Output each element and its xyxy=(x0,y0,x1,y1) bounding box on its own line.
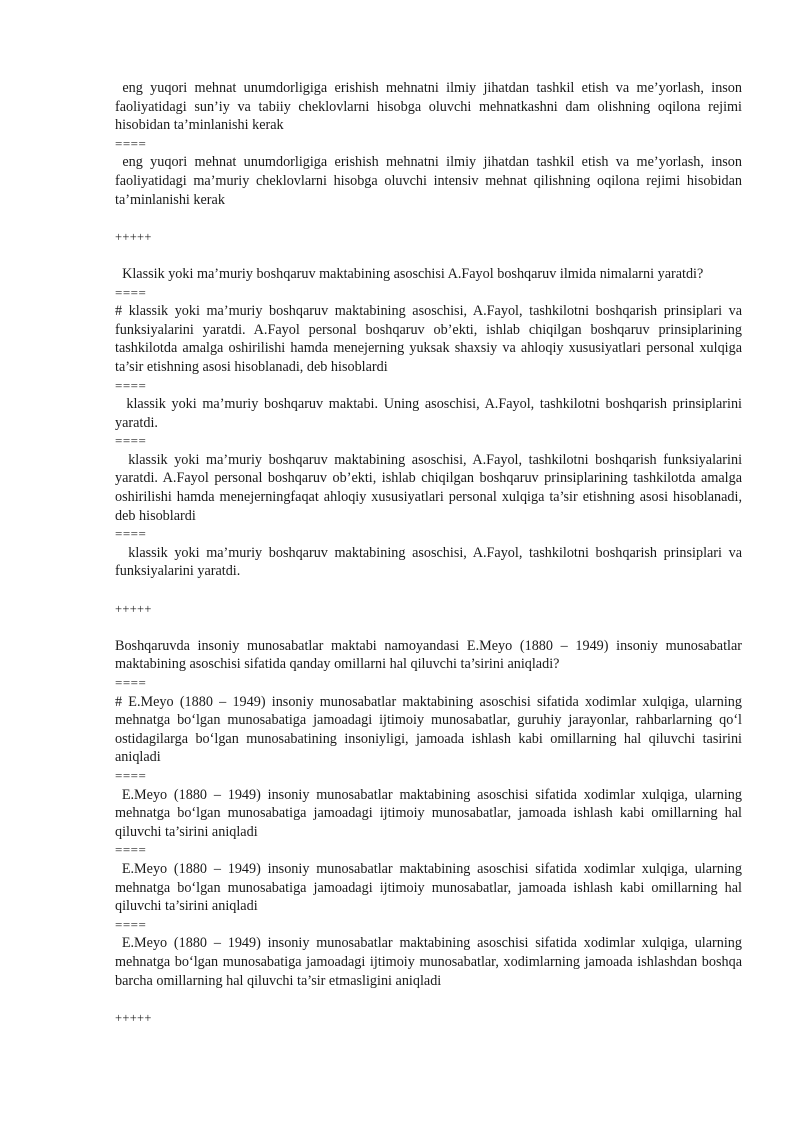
answer-paragraph: E.Meyo (1880 – 1949) insoniy munosabatlar maktabining asoschisi sifatida xodimlar xulqiga, ularning mehnatga bo‘lgan munosabatiga jamoadagi ijtimoiy munosabatlar, jamoada ishlash kabi omillarning hal qiluvchi ta’sirini aniqladi xyxy=(115,860,746,915)
option-separator: ==== xyxy=(115,135,147,151)
blank-line xyxy=(115,246,742,265)
option-separator: ==== xyxy=(115,433,147,449)
answer-paragraph: Klassik yoki ma’muriy boshqaruv maktabining asoschisi A.Fayol boshqaruv ilmida nimalarni yaratdi? xyxy=(115,265,704,282)
answer-paragraph: # E.Meyo (1880 – 1949) insoniy munosabatlar maktabining asoschisi sifatida xodimlar xulqiga, ularning mehnatga bo‘lgan munosabatiga jamoadagi ijtimoiy munosabatlar, guruhiy jarayonlar, rahbarlarning qo‘l ostidagilarga bo‘lgan munosabatining insoniyligi, jamoada ishlash kabi omillarning hal qiluvchi tasirini aniqladi xyxy=(115,693,746,766)
option-separator: ==== xyxy=(115,526,147,542)
option-separator: ==== xyxy=(115,377,147,393)
option-separator: ==== xyxy=(115,675,147,690)
blank-line xyxy=(115,209,742,228)
answer-paragraph: eng yuqori mehnat unumdorligiga erishish mehnatni ilmiy jihatdan tashkil etish va me’yorlash, inson faoliyatidagi sun’iy va tabiiy cheklovlarni hisobga oluvchi mehnatkashni dam olishning oqilona rejimi hisobidan ta’minlanishi kerak xyxy=(115,80,746,134)
blank-line xyxy=(115,618,742,637)
option-separator: ==== xyxy=(115,767,147,783)
answer-paragraph: eng yuqori mehnat unumdorligiga erishish mehnatni ilmiy jihatdan tashkil etish va me’yorlash, inson faoliyatidagi ma’muriy cheklovlarni hisobga oluvchi intensiv mehnat qilishning oqilona rejimi hisobidan ta’minlanishi kerak xyxy=(115,154,746,208)
answer-paragraph: klassik yoki ma’muriy boshqaruv maktabining asoschisi, A.Fayol, tashkilotni boshqarish prinsiplari va funksiyalarini yaratdi. xyxy=(115,544,746,580)
document-page xyxy=(115,79,746,1027)
question-separator: +++++ xyxy=(115,601,152,616)
answer-paragraph: Boshqaruvda insoniy munosabatlar maktabi namoyandasi E.Meyo (1880 – 1949) insoniy munosabatlar maktabining asoschisi sifatida qanday omillarni hal qiluvchi ta’sirini aniqladi? xyxy=(115,637,746,673)
option-separator: ==== xyxy=(115,284,147,300)
answer-paragraph: E.Meyo (1880 – 1949) insoniy munosabatlar maktabining asoschisi sifatida xodimlar xulqiga, ularning mehnatga bo‘lgan munosabatiga jamoadagi ijtimoiy munosabatlar, jamoada ishlash kabi omillarning hal qiluvchi ta’sirini aniqladi xyxy=(115,786,746,840)
blank-line xyxy=(115,990,742,1009)
answer-paragraph: E.Meyo (1880 – 1949) insoniy munosabatlar maktabining asoschisi sifatida xodimlar xulqiga, ularning mehnatga bo‘lgan munosabatiga jamoadagi ijtimoiy munosabatlar, xodimlarning jamoada ishlashdan boshqa barcha omillarning hal qiluvchi ta’sir etmasligini aniqladi xyxy=(115,935,746,989)
answer-paragraph: # klassik yoki ma’muriy boshqaruv maktabining asoschisi, A.Fayol, tashkilotni boshqarish prinsiplari va funksiyalarini yaratdi. A.Fayol personal boshqaruv ob’ekti, ishlab chiqilgan boshqaruv prinsiplarining tashkilotda amalga oshirilishi hamda menejerning yuksak shaxsiy va ahloqiy xususiyatlari personal xulqiga ta’sir etishning asosi hisoblanadi, deb hisoblardi xyxy=(115,303,746,375)
answer-paragraph: klassik yoki ma’muriy boshqaruv maktabining asoschisi, A.Fayol, tashkilotni boshqarish funksiyalarini yaratdi. A.Fayol personal boshqaruv ob’ekti, ishlab chiqilgan boshqaruv prinsiplarining tashkilotda amalga oshirilishi hamda menejerningfaqat ahloqiy xususiyatlari personal xulqiga ta’sir etishning asosi hisoblanadi, deb hisoblardi xyxy=(115,451,746,524)
question-separator: +++++ xyxy=(115,229,152,244)
question-separator: +++++ xyxy=(115,1010,152,1025)
blank-line xyxy=(115,581,742,600)
answer-paragraph: klassik yoki ma’muriy boshqaruv maktabi. Uning asoschisi, A.Fayol, tashkilotni boshqarish prinsiplarini yaratdi. xyxy=(115,396,746,431)
option-separator: ==== xyxy=(115,916,147,932)
option-separator: ==== xyxy=(115,842,147,858)
